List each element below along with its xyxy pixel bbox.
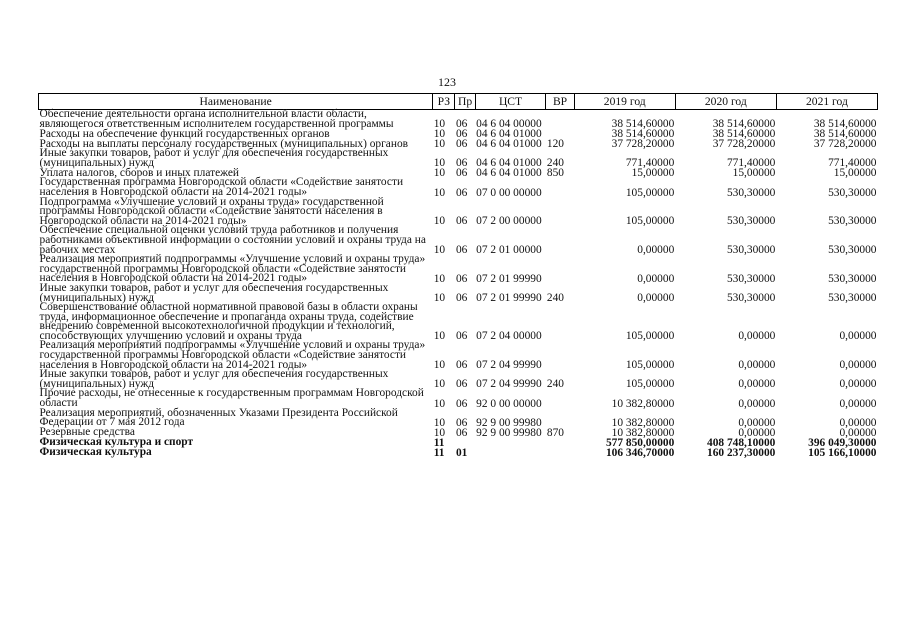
- cell-2019: 10 382,80000: [611, 426, 675, 439]
- cell-2019: 15,00000: [631, 167, 675, 180]
- header-name: Наименование: [39, 94, 433, 110]
- header-2021: 2021 год: [776, 94, 877, 110]
- cell-name: Государственная программа Новгородской области «Содействие занятости населения в Новгородской области на 2014-2021 годы»: [39, 176, 404, 198]
- table-row: [39, 198, 878, 227]
- cell-2019: 38 514,60000: [611, 128, 675, 141]
- table-row: [39, 409, 878, 428]
- cell-pr: 06: [455, 128, 468, 141]
- cell-name: Прочие расходы, не отнесенные к государственным программам Новгородской области: [39, 387, 424, 410]
- cell-2021: 0,00000: [839, 426, 877, 439]
- cell-2020: 530,30000: [726, 272, 776, 285]
- cell-rz: 10: [433, 397, 446, 410]
- cell-vr: [546, 255, 574, 284]
- cell-name: Иные закупки товаров, работ и услуг для обеспечения государственных (муниципальных) нужд: [39, 368, 389, 390]
- cell-vr: [546, 438, 574, 448]
- cell-vr: [546, 409, 574, 428]
- cell-rz: 10: [433, 292, 446, 305]
- cell-2021: 105 166,10000: [808, 446, 877, 459]
- cell-2020: 0,00000: [738, 378, 776, 391]
- cell-2019: 0,00000: [637, 244, 675, 257]
- cell-cst: 92 0 00 00000: [476, 397, 542, 410]
- cell-name: Расходы на выплаты персоналу государственных (муниципальных) органов: [39, 137, 409, 150]
- cell-vr: [546, 303, 574, 341]
- cell-pr: 06: [455, 167, 468, 180]
- cell-cst: 07 2 04 99990: [476, 378, 542, 391]
- cell-vr: [546, 178, 574, 197]
- cell-vr: 240: [546, 292, 564, 305]
- cell-name: Иные закупки товаров, работ и услуг для обеспечения государственных (муниципальных) нужд: [39, 147, 389, 169]
- cell-2020: 530,30000: [726, 186, 776, 199]
- cell-cst: 04 6 04 01000: [476, 138, 542, 151]
- cell-name: Уплата налогов, сборов и иных платежей: [39, 166, 239, 179]
- cell-2021: 530,30000: [828, 244, 877, 257]
- table-row: [39, 178, 878, 197]
- header-2020: 2020 год: [675, 94, 776, 110]
- cell-cst: [475, 448, 546, 458]
- cell-rz: 10: [433, 359, 446, 372]
- cell-2020: 38 514,60000: [712, 128, 776, 141]
- cell-cst: 04 6 04 00000: [476, 118, 542, 131]
- cell-2020: 0,00000: [738, 397, 776, 410]
- cell-2020: 0,00000: [738, 416, 776, 429]
- cell-pr: 06: [455, 138, 468, 151]
- cell-vr: 240: [546, 378, 564, 391]
- cell-rz: 10: [433, 128, 446, 141]
- cell-rz: 10: [433, 157, 446, 170]
- cell-cst: 04 6 04 01000: [476, 167, 542, 180]
- cell-2020: 37 728,20000: [712, 138, 776, 151]
- cell-pr: 06: [455, 215, 468, 228]
- cell-2021: 0,00000: [839, 416, 877, 429]
- cell-cst: 07 0 00 00000: [476, 186, 542, 199]
- table-row: [39, 255, 878, 284]
- cell-pr: 06: [455, 186, 468, 199]
- cell-2019: 106 346,70000: [605, 446, 675, 459]
- cell-name: Реализация мероприятий подпрограммы «Улучшение условий и охраны труда» государственной программы Новгородской области «Содействие занятости населения в Новгородской области на 2014-2021 годы»: [39, 253, 426, 285]
- cell-2021: 530,30000: [828, 215, 877, 228]
- cell-rz: 11: [433, 436, 445, 449]
- cell-cst: 07 2 04 00000: [476, 330, 542, 343]
- cell-2020: 530,30000: [726, 215, 776, 228]
- cell-pr: 06: [455, 330, 468, 343]
- cell-vr: [546, 389, 574, 408]
- cell-2021: 771,40000: [828, 157, 877, 170]
- cell-vr: 850: [546, 167, 564, 180]
- cell-name: Расходы на обеспечение функций государственных органов: [39, 127, 330, 140]
- cell-pr: 06: [455, 272, 468, 285]
- table-body: [39, 110, 878, 458]
- cell-2021: 37 728,20000: [813, 138, 877, 151]
- cell-2021: 38 514,60000: [813, 118, 877, 131]
- cell-vr: [546, 198, 574, 227]
- cell-2020: 530,30000: [726, 292, 776, 305]
- cell-name: Реализация мероприятий подпрограммы «Улучшение условий и охраны труда» государственной программы Новгородской области «Содействие занятости населения в Новгородской области на 2014-2021 годы»: [39, 339, 426, 371]
- page-number: 123: [438, 75, 456, 89]
- cell-2019: 105,00000: [625, 186, 675, 199]
- cell-name: Реализация мероприятий, обозначенных Указами Президента Российской Федерации от 7 мая 2012 года: [39, 406, 398, 429]
- cell-2020: 38 514,60000: [712, 118, 776, 131]
- cell-cst: 92 9 00 99980: [476, 416, 542, 429]
- table-row: [39, 389, 878, 408]
- cell-name: Иные закупки товаров, работ и услуг для обеспечения государственных (муниципальных) нужд: [39, 281, 389, 304]
- cell-2021: 396 049,30000: [808, 436, 877, 449]
- cell-cst: [475, 438, 546, 448]
- cell-vr: [546, 448, 574, 458]
- cell-2019: 105,00000: [625, 330, 675, 343]
- table-row: [39, 110, 878, 130]
- cell-rz: 10: [433, 272, 446, 285]
- cell-vr: [546, 341, 574, 370]
- cell-vr: 240: [546, 157, 564, 170]
- cell-cst: 07 2 00 00000: [476, 215, 542, 228]
- cell-cst: 04 6 04 01000: [476, 157, 542, 170]
- cell-name: Физическая культура и спорт: [39, 436, 194, 449]
- header-rz: РЗ: [433, 94, 455, 110]
- cell-pr: 06: [455, 359, 468, 372]
- cell-2019: 105,00000: [625, 378, 675, 391]
- cell-vr: 120: [546, 138, 564, 151]
- table-row: [39, 341, 878, 370]
- cell-2020: 15,00000: [732, 167, 776, 180]
- cell-2019: 105,00000: [625, 359, 675, 372]
- cell-vr: [546, 226, 574, 255]
- cell-cst: 07 2 01 99990: [476, 272, 542, 285]
- cell-cst: 07 2 01 00000: [476, 244, 542, 257]
- cell-name: Обеспечение деятельности органа исполнительной власти области, являющегося ответственным исполнителем государственной программы: [39, 108, 394, 130]
- cell-name: Совершенствование областной нормативной правовой базы в области охраны труда, информационное обеспечение и пропаганда охраны труда, содействие внедрению современной высокотехнологичной продукции и технологий, способствующих улучшению условий и охраны труда: [39, 301, 418, 342]
- cell-2021: 15,00000: [833, 167, 877, 180]
- cell-pr: 01: [455, 446, 468, 459]
- cell-2020: 771,40000: [726, 157, 776, 170]
- cell-cst: 04 6 04 01000: [476, 128, 542, 141]
- cell-2021: 38 514,60000: [813, 128, 877, 141]
- cell-cst: 92 9 00 99980: [476, 426, 542, 439]
- cell-2019: 771,40000: [625, 157, 675, 170]
- cell-2019: 0,00000: [637, 292, 675, 305]
- cell-rz: 10: [433, 378, 446, 391]
- cell-2020: 0,00000: [738, 359, 776, 372]
- table-row: [39, 226, 878, 255]
- cell-rz: 10: [433, 118, 446, 131]
- cell-pr: 06: [455, 118, 468, 131]
- header-vr: ВР: [546, 94, 574, 110]
- cell-vr: 870: [546, 426, 564, 439]
- cell-2021: 530,30000: [828, 272, 877, 285]
- cell-2021: 530,30000: [828, 186, 877, 199]
- cell-pr: 06: [455, 157, 468, 170]
- header-pr: Пр: [455, 94, 475, 110]
- cell-rz: 10: [433, 167, 446, 180]
- cell-2020: 408 748,10000: [707, 436, 776, 449]
- cell-2019: 577 850,00000: [605, 436, 675, 449]
- cell-pr: 06: [455, 426, 468, 439]
- cell-2019: 37 728,20000: [611, 138, 675, 151]
- cell-cst: 07 2 04 99990: [476, 359, 542, 372]
- table-row: [39, 303, 878, 341]
- cell-2020: 530,30000: [726, 244, 776, 257]
- cell-2020: 0,00000: [738, 330, 776, 343]
- cell-vr: [546, 110, 574, 130]
- cell-2020: 160 237,30000: [707, 446, 776, 459]
- cell-rz: 10: [433, 186, 446, 199]
- cell-pr: 06: [455, 378, 468, 391]
- cell-2019: 10 382,80000: [611, 416, 675, 429]
- cell-2021: 530,30000: [828, 292, 877, 305]
- cell-pr: 06: [455, 292, 468, 305]
- cell-2019: 105,00000: [625, 215, 675, 228]
- cell-rz: 10: [433, 426, 446, 439]
- cell-name: Подпрограмма «Улучшение условий и охраны труда» государственной программы Новгородской области «Содействие занятости населения в Новгородской области на 2014-2021 годы»: [39, 195, 384, 227]
- cell-rz: 10: [433, 330, 446, 343]
- table-row: [39, 149, 878, 168]
- cell-2021: 0,00000: [839, 397, 877, 410]
- cell-rz: 11: [433, 446, 445, 459]
- cell-cst: 07 2 01 99990: [476, 292, 542, 305]
- cell-2020: 0,00000: [738, 426, 776, 439]
- cell-rz: 10: [433, 416, 446, 429]
- cell-rz: 10: [433, 138, 446, 151]
- cell-2019: 0,00000: [637, 272, 675, 285]
- cell-name: Обеспечение специальной оценки условий труда работников и получения работниками объективной информации о состоянии условий и охраны труда на рабочих местах: [39, 224, 426, 256]
- header-2019: 2019 год: [574, 94, 675, 110]
- cell-name: Резервные средства: [39, 426, 135, 439]
- cell-rz: 10: [433, 215, 446, 228]
- header-cst: ЦСТ: [475, 94, 546, 110]
- table-row: [39, 448, 878, 458]
- cell-2021: 0,00000: [839, 330, 877, 343]
- cell-2021: 0,00000: [839, 359, 877, 372]
- cell-2019: 10 382,80000: [611, 397, 675, 410]
- cell-pr: 06: [455, 397, 468, 410]
- cell-2019: 38 514,60000: [611, 118, 675, 131]
- cell-pr: 06: [455, 244, 468, 257]
- cell-pr: 06: [455, 416, 468, 429]
- cell-rz: 10: [433, 244, 446, 257]
- cell-name: Физическая культура: [39, 446, 152, 459]
- budget-table: [38, 93, 878, 458]
- cell-2021: 0,00000: [839, 378, 877, 391]
